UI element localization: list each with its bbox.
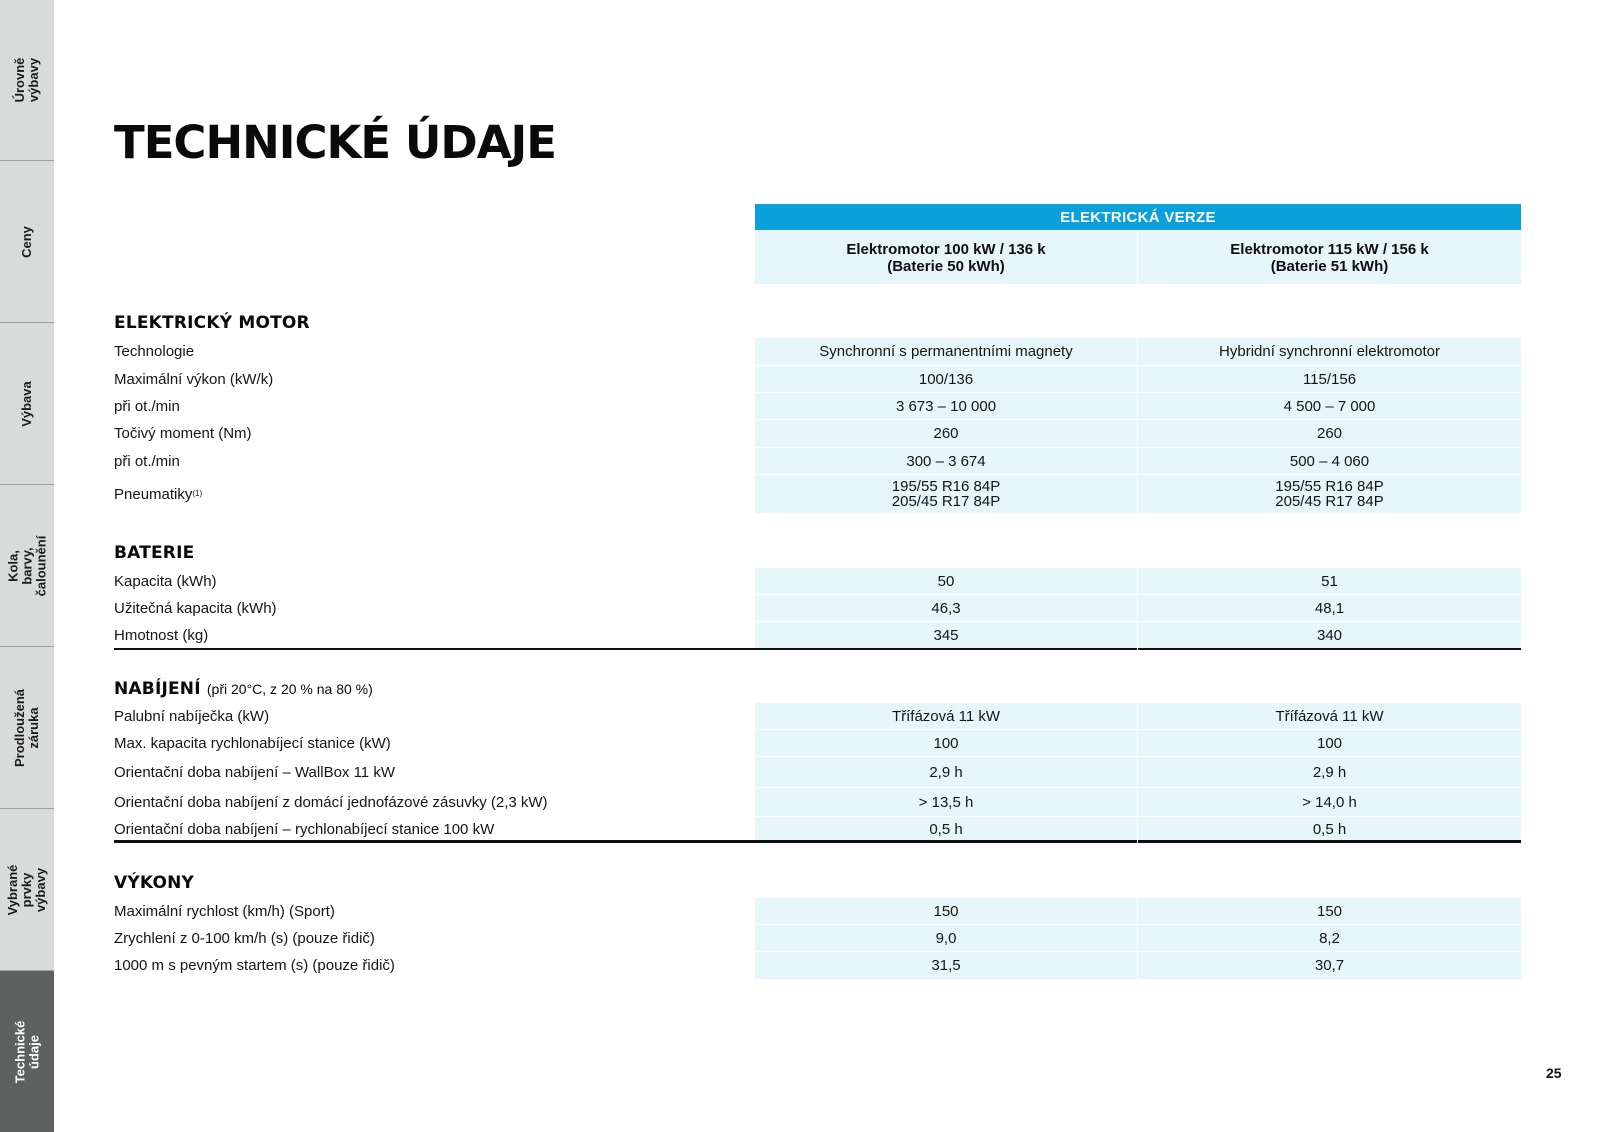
sidebar-item-label: Prodloužená záruka xyxy=(12,688,42,768)
section-title-battery: BATERIE xyxy=(114,543,195,563)
value-cell: 9,0 xyxy=(755,925,1137,951)
row-label: Pneumatiky (1) xyxy=(114,485,203,503)
tyre-size: 195/55 R16 84P xyxy=(1275,478,1384,495)
value-cell: 300 – 3 674 xyxy=(755,448,1137,474)
row-label: Hmotnost (kg) xyxy=(114,626,209,644)
value-cell: 345 xyxy=(755,622,1137,648)
value-cell: 3 673 – 10 000 xyxy=(755,393,1137,419)
value-cell xyxy=(755,475,1137,513)
value-cell: 100 xyxy=(1138,730,1521,756)
sidebar-item-label: Technické údaje xyxy=(12,1020,41,1083)
value-cell: 8,2 xyxy=(1138,925,1521,951)
table-row xyxy=(114,898,1521,924)
row-label-text: Pneumatiky xyxy=(114,485,193,503)
value-cell: 48,1 xyxy=(1138,595,1521,621)
value-cell: 150 xyxy=(1138,898,1521,924)
value-cell: Třífázová 11 kW xyxy=(755,703,1137,729)
value-cell: 0,5 h xyxy=(1138,817,1521,841)
row-label: Technologie xyxy=(114,343,195,360)
section-divider xyxy=(114,840,1521,843)
sidebar-item-label: Ceny xyxy=(19,226,34,258)
value-cell: 150 xyxy=(755,898,1137,924)
row-label: Točivý moment (Nm) xyxy=(114,425,252,442)
sidebar-item-label: Vybrané prvky výbavy xyxy=(5,864,48,916)
table-row xyxy=(114,568,1521,594)
table-row xyxy=(114,448,1521,474)
row-label: Užitečná kapacita (kWh) xyxy=(114,599,277,617)
tyre-size: 205/45 R17 84P xyxy=(891,493,1001,510)
sidebar-item-technicke-udaje[interactable] xyxy=(0,971,54,1132)
engine-name: Elektromotor 100 kW / 136 k xyxy=(846,240,1046,258)
value-cell: 30,7 xyxy=(1138,952,1521,979)
table-row xyxy=(114,420,1521,447)
page-number: 25 xyxy=(1546,1065,1562,1081)
row-label: Orientační doba nabíjení – rychlonabíjecí stanice 100 kW xyxy=(114,820,495,838)
sidebar-nav xyxy=(0,0,54,1132)
engine-column-header xyxy=(1138,231,1521,284)
table-row xyxy=(114,703,1521,729)
table-row xyxy=(114,757,1521,787)
value-cell: Synchronní s permanentními magnety xyxy=(755,338,1137,365)
row-label: Palubní nabíječka (kW) xyxy=(114,707,270,725)
row-label: 1000 m s pevným startem (s) (pouze řidič) xyxy=(114,957,395,974)
row-label: Orientační doba nabíjení – WallBox 11 kW xyxy=(114,763,395,781)
sidebar-item-label: Výbava xyxy=(19,381,34,427)
value-cell: 260 xyxy=(755,420,1137,447)
sidebar-item-vybrane-prvky[interactable] xyxy=(0,810,54,971)
engine-column-header xyxy=(755,231,1137,284)
sidebar-item-kola-barvy[interactable] xyxy=(0,486,54,647)
table-row xyxy=(114,393,1521,419)
row-label: Zrychlení z 0-100 km/h (s) (pouze řidič) xyxy=(114,929,375,947)
section-title-charging xyxy=(114,679,373,699)
value-cell: 2,9 h xyxy=(1138,757,1521,787)
value-cell: 46,3 xyxy=(755,595,1137,621)
sidebar-item-label: Úrovně výbavy xyxy=(12,57,41,103)
section-divider xyxy=(114,648,1521,650)
value-cell: > 13,5 h xyxy=(755,788,1137,816)
table-row xyxy=(114,925,1521,951)
section-title-motor: ELEKTRICKÝ MOTOR xyxy=(114,313,310,333)
engine-name: Elektromotor 115 kW / 156 k xyxy=(1230,240,1429,258)
value-cell: Hybridní synchronní elektromotor xyxy=(1138,338,1521,365)
sidebar-item-ceny[interactable] xyxy=(0,162,54,323)
row-label: Max. kapacita rychlonabíjecí stanice (kW) xyxy=(114,734,391,752)
row-label: při ot./min xyxy=(114,397,180,415)
tyre-size: 195/55 R16 84P xyxy=(891,478,1001,495)
table-row xyxy=(114,788,1521,816)
value-cell: > 14,0 h xyxy=(1138,788,1521,816)
row-label: Maximální výkon (kW/k) xyxy=(114,370,274,388)
row-label: Kapacita (kWh) xyxy=(114,572,217,590)
table-row xyxy=(114,622,1521,648)
table-row xyxy=(114,595,1521,621)
value-cell: 115/156 xyxy=(1138,366,1521,392)
table-row xyxy=(114,730,1521,756)
value-cell: 31,5 xyxy=(755,952,1137,979)
value-cell: 50 xyxy=(755,568,1137,594)
table-row xyxy=(114,817,1521,841)
section-title-performance: VÝKONY xyxy=(114,873,195,893)
value-cell: 51 xyxy=(1138,568,1521,594)
tyre-size: 205/45 R17 84P xyxy=(1275,493,1384,510)
row-label: Maximální rychlost (km/h) (Sport) xyxy=(114,902,335,920)
sidebar-item-vybava[interactable] xyxy=(0,324,54,485)
sidebar-item-urovne-vybavy[interactable] xyxy=(0,0,54,161)
value-cell: 0,5 h xyxy=(755,817,1137,841)
table-row xyxy=(114,338,1521,365)
value-cell: 500 – 4 060 xyxy=(1138,448,1521,474)
engine-battery: (Baterie 50 kWh) xyxy=(887,257,1005,275)
row-label: Orientační doba nabíjení z domácí jednofázové zásuvky (2,3 kW) xyxy=(114,793,548,811)
value-cell: 100/136 xyxy=(755,366,1137,392)
value-cell: 340 xyxy=(1138,622,1521,648)
value-cell: 4 500 – 7 000 xyxy=(1138,393,1521,419)
table-row xyxy=(114,475,1521,513)
row-label: při ot./min xyxy=(114,452,180,470)
table-row xyxy=(114,366,1521,392)
section-title-text: NABÍJENÍ xyxy=(114,679,201,699)
version-header: ELEKTRICKÁ VERZE xyxy=(755,204,1521,230)
value-cell: Třífázová 11 kW xyxy=(1138,703,1521,729)
sidebar-item-prodlouzena-zaruka[interactable] xyxy=(0,648,54,809)
value-cell: 260 xyxy=(1138,420,1521,447)
value-cell: 2,9 h xyxy=(755,757,1137,787)
table-row xyxy=(114,952,1521,979)
value-cell: 100 xyxy=(755,730,1137,756)
engine-battery: (Baterie 51 kWh) xyxy=(1270,257,1389,275)
page-title: TECHNICKÉ ÚDAJE xyxy=(114,116,557,169)
section-note: (při 20°C, z 20 % na 80 %) xyxy=(206,681,373,697)
sidebar-item-label: Kola, barvy, čalounění xyxy=(5,535,48,597)
value-cell xyxy=(1138,475,1521,513)
